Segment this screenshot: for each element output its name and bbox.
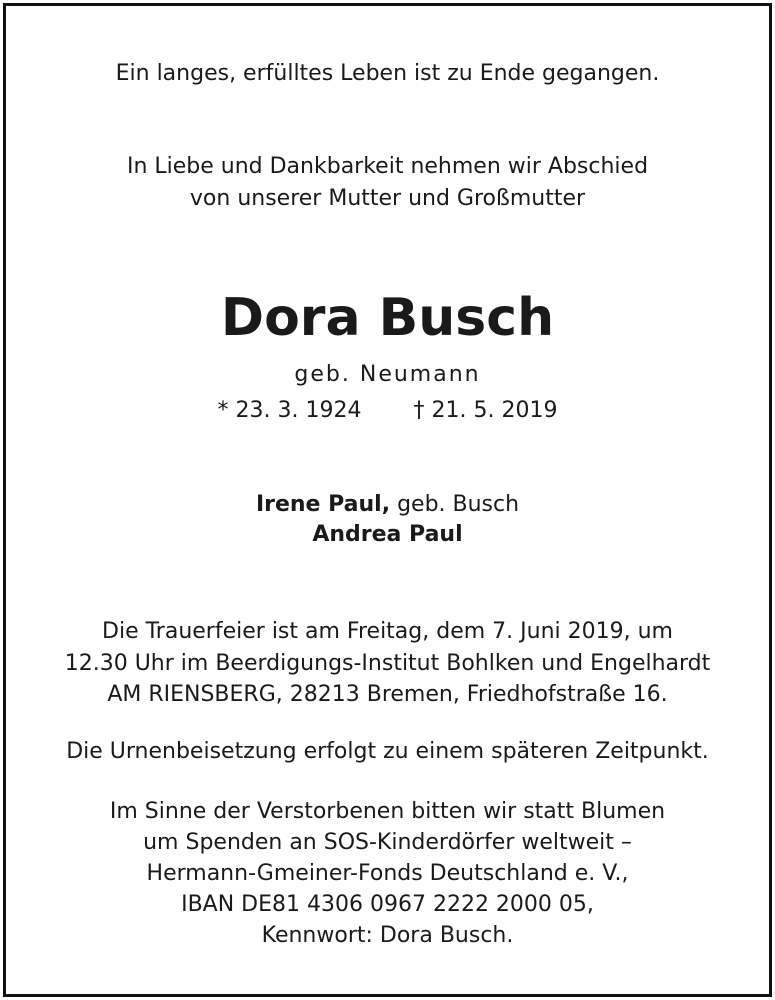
donation-line-4: IBAN DE81 4306 0967 2222 2000 05, (181, 892, 594, 917)
intro-line-3: von unserer Mutter und Großmutter (189, 186, 586, 211)
donation-line-1: Im Sinne der Verstorbenen bitten wir statt Blumen (109, 799, 666, 824)
donation-line-3: Hermann-Gmeiner-Fonds Deutschland e. V., (146, 861, 629, 886)
donation-line-5: Kennwort: Dora Busch. (261, 923, 514, 948)
donation-line-2: um Spenden an SOS-Kinderdörfer weltweit – (143, 830, 632, 855)
intro-line-1: Ein langes, erfülltes Leben ist zu Ende gegangen. (115, 61, 660, 86)
ceremony-line-3: AM RIENSBERG, 28213 Bremen, Friedhofstraße 16. (107, 682, 668, 707)
ceremony-line-2: 12.30 Uhr im Beerdigungs-Institut Bohlken und Engelhardt (64, 651, 711, 676)
mourner-1 (0, 491, 775, 519)
mourner-1-name: Irene Paul, (255, 492, 391, 517)
life-dates (0, 397, 775, 425)
birth-date: * 23. 3. 1924 (217, 398, 362, 423)
mourner-2: Andrea Paul (312, 522, 463, 547)
intro-line-2: In Liebe und Dankbarkeit nehmen wir Abschied (126, 154, 649, 179)
ceremony-line-1: Die Trauerfeier ist am Freitag, dem 7. Juni 2019, um (102, 619, 673, 644)
death-date: † 21. 5. 2019 (413, 398, 558, 423)
deceased-name: Dora Busch (220, 288, 555, 348)
birth-name: geb. Neumann (294, 362, 481, 387)
mourner-1-note: geb. Busch (390, 492, 520, 517)
burial-line: Die Urnenbeisetzung erfolgt zu einem späteren Zeitpunkt. (66, 739, 709, 764)
